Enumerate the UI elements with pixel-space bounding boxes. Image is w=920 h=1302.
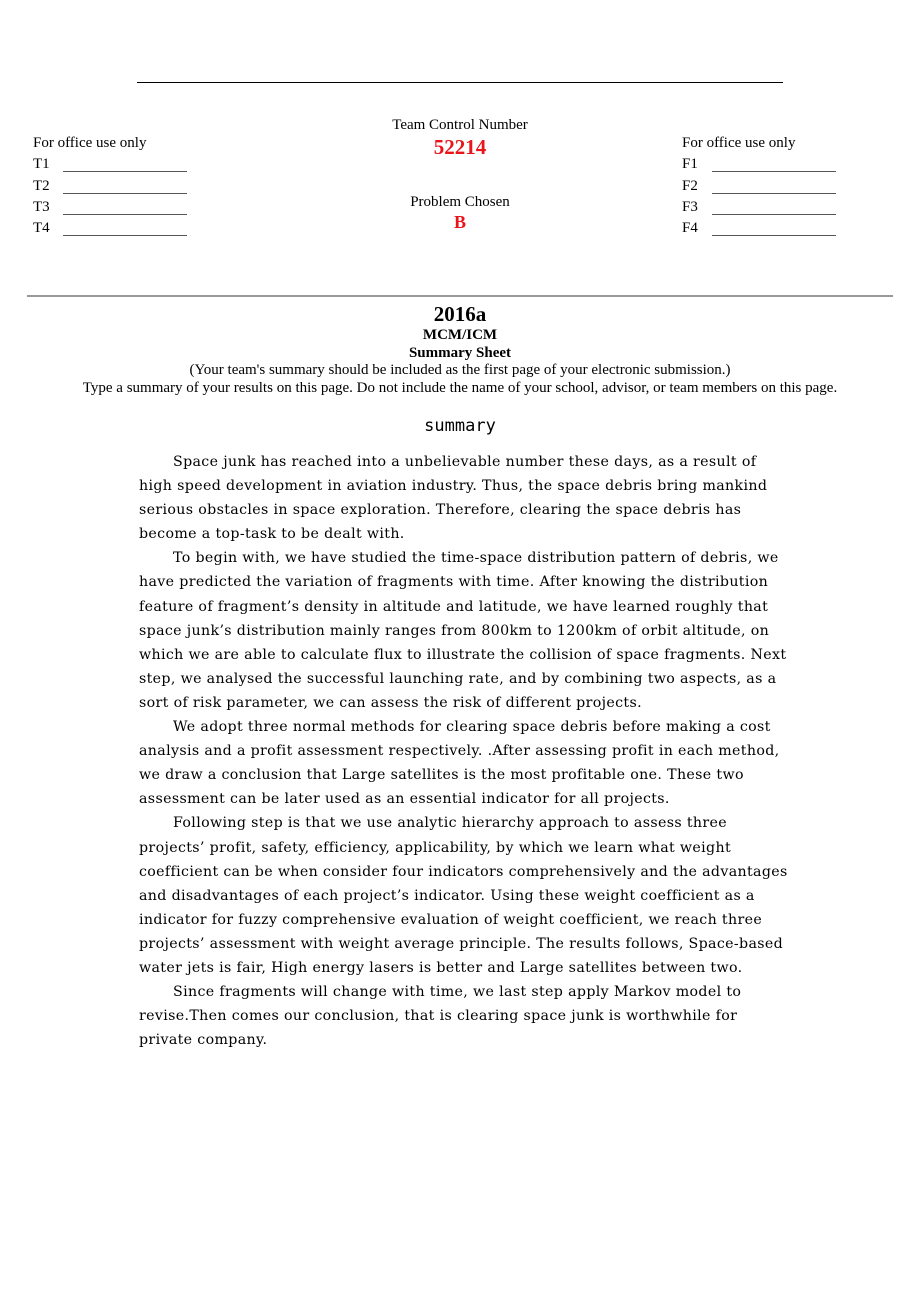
problem-chosen-label: Problem Chosen: [410, 194, 510, 210]
summary-paragraph: To begin with, we have studied the time-space distribution pattern of debris, we have predicted the variation of fragments with time. After knowing the distribution feature of fragment’s density in altitude and latitude, we have learned roughly that space junk’s distribution mainly ranges from 800km to 1200km of orbit altitude, on which we are able to calculate flux to illustrate the collision of space fragments. Next step, we analysed the successful launching rate, and by combining two aspects, as a sort of risk parameter, we can assess the risk of different projects.: [139, 550, 787, 711]
office-use-title: For office use only: [33, 135, 147, 151]
office-row-label: T2: [33, 177, 50, 194]
office-blank-line: [712, 193, 836, 194]
office-row-f4: [682, 218, 862, 239]
office-row-t1: [33, 154, 213, 175]
instruction-note: Type a summary of your results on this page. Do not include the name of your school, advisor, or team members on this page.: [82, 380, 838, 396]
summary-paragraph: Space junk has reached into a unbelievable number these days, as a result of high speed development in aviation industry. Thus, the space debris bring mankind serious obstacles in space exploration. Therefore, clearing the space debris has become a top-task to be dealt with.: [139, 454, 768, 543]
office-blank-line: [712, 214, 836, 215]
office-row-label: T3: [33, 198, 50, 215]
section-divider: [27, 295, 893, 297]
instruction-note: (Your team's summary should be included as the first page of your electronic submission.): [189, 362, 731, 378]
office-blank-line: [712, 235, 836, 236]
contest-name: MCM/ICM: [422, 327, 498, 343]
office-row-label: F2: [682, 177, 698, 194]
team-control-label: Team Control Number: [392, 117, 528, 133]
office-blank-line: [63, 193, 187, 194]
office-use-right: [682, 133, 862, 239]
sheet-year: 2016a: [433, 302, 487, 326]
office-row-t4: [33, 218, 213, 239]
summary-heading: summary: [424, 416, 496, 436]
office-use-title: For office use only: [682, 135, 796, 151]
office-row-t3: [33, 197, 213, 218]
summary-body: [139, 450, 789, 1052]
office-blank-line: [63, 214, 187, 215]
office-row-t2: [33, 175, 213, 196]
office-row-label: F1: [682, 156, 698, 173]
summary-paragraph: Following step is that we use analytic hierarchy approach to assess three projects’ profit, safety, efficiency, applicability, by which we learn what weight coefficient can be when consider four indicators comprehensively and the advantages and disadvantages of each project’s indicator. Using these weight coefficient as a indicator for fuzzy comprehensive evaluation of weight coefficient, we reach three projects’ assessment with weight average principle. The results follows, Space-based water jets is fair, High energy lasers is better and Large satellites between two.: [139, 815, 788, 976]
office-blank-line: [712, 171, 836, 172]
office-row-f3: [682, 197, 862, 218]
office-row-f2: [682, 175, 862, 196]
summary-paragraph: Since fragments will change with time, we last step apply Markov model to revise.Then comes our conclusion, that is clearing space junk is worthwhile for private company.: [139, 984, 742, 1049]
office-blank-line: [63, 171, 187, 172]
office-row-label: T1: [33, 156, 50, 173]
sheet-title: Summary Sheet: [408, 345, 512, 361]
team-control-number: 52214: [433, 135, 487, 159]
office-row-f1: [682, 154, 862, 175]
office-use-left: [33, 133, 213, 239]
office-blank-line: [63, 235, 187, 236]
office-row-label: F4: [682, 220, 698, 237]
top-divider: [137, 82, 783, 83]
problem-chosen-value: B: [453, 212, 466, 232]
summary-paragraph: We adopt three normal methods for clearing space debris before making a cost analysis and a profit assessment respectively. .After assessing profit in each method, we draw a conclusion that Large satellites is the most profitable one. These two assessment can be later used as an essential indicator for all projects.: [139, 719, 780, 808]
office-row-label: F3: [682, 198, 698, 215]
office-row-label: T4: [33, 220, 50, 237]
